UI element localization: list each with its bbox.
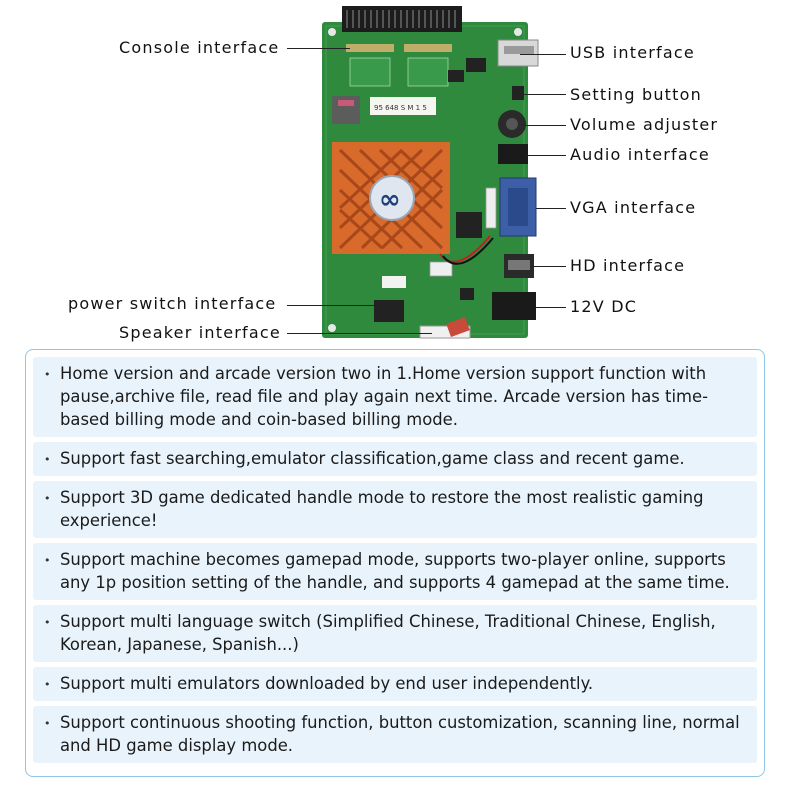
feature-item [33, 357, 757, 437]
callout-power-switch-interface: power switch interface [68, 294, 277, 313]
callout-console-interface: Console interface [119, 38, 280, 57]
dc-jack [492, 292, 536, 320]
callout-vga-interface: VGA interface [570, 198, 697, 217]
hd-leader-line [530, 266, 566, 267]
speaker-leader-line [287, 333, 432, 334]
heatsink [332, 142, 450, 254]
callout-setting-button: Setting button [570, 85, 702, 104]
feature-list-panel [25, 349, 765, 777]
feature-item [33, 543, 757, 600]
bullet-icon: • [44, 678, 51, 691]
feature-item [33, 481, 757, 538]
feature-text: Support 3D game dedicated handle mode to restore the most realistic gaming experience! [60, 488, 704, 530]
feature-text: Support fast searching,emulator classification,game class and recent game. [60, 449, 685, 468]
callout-usb-interface: USB interface [570, 43, 695, 62]
feature-item [33, 706, 757, 763]
feature-text: Home version and arcade version two in 1.Home version support function with pause,archive file, read file and play again next time. Arcade version has time-based billing mode and coin-based billing mode. [60, 364, 709, 429]
power-switch-leader-line [287, 305, 382, 306]
feature-text: Support continuous shooting function, button customization, scanning line, normal and HD game display mode. [60, 713, 740, 755]
callout-speaker-interface: Speaker interface [119, 323, 281, 342]
vga-leader-line [536, 208, 566, 209]
callout-volume-adjuster: Volume adjuster [570, 115, 719, 134]
audio-leader-line [526, 155, 566, 156]
feature-item [33, 442, 757, 476]
bullet-icon: • [44, 453, 51, 466]
bullet-icon: • [44, 717, 51, 730]
setting-leader-line [524, 94, 566, 95]
bullet-icon: • [44, 554, 51, 567]
bullet-icon: • [44, 492, 51, 505]
dc-leader-line [536, 307, 566, 308]
setting-button-part [512, 86, 524, 100]
board-diagram [0, 0, 800, 350]
feature-item [33, 605, 757, 662]
volume-leader-line [522, 125, 566, 126]
callout-hd-interface: HD interface [570, 256, 686, 275]
usb-leader-line [520, 54, 566, 55]
bullet-icon: • [44, 616, 51, 629]
feature-item [33, 667, 757, 701]
chip-label: 95 648 S M 1 5 [374, 104, 427, 112]
feature-text: Support multi emulators downloaded by end user independently. [60, 674, 594, 693]
heatsink-logo: ∞ [379, 185, 401, 215]
feature-text: Support multi language switch (Simplified Chinese, Traditional Chinese, English, Korean, Japanese, Spanish...) [60, 612, 716, 654]
callout-audio-interface: Audio interface [570, 145, 710, 164]
bullet-icon: • [44, 368, 51, 381]
console-leader-line [287, 48, 350, 49]
audio-jack [498, 144, 528, 164]
feature-text: Support machine becomes gamepad mode, supports two-player online, supports any 1p position setting of the handle, and supports 4 gamepad at the same time. [60, 550, 730, 592]
callout-12v-dc: 12V DC [570, 297, 638, 316]
